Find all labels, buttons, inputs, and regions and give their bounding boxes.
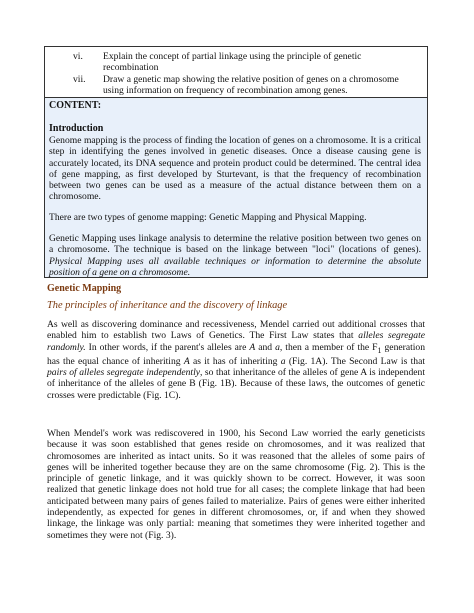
text-run: In other words, if the parent's alleles are — [85, 341, 250, 353]
objective-number: vi. — [73, 51, 83, 62]
content-heading: CONTENT: — [49, 100, 102, 111]
genetic-mapping-heading: Genetic Mapping — [47, 283, 122, 294]
text-run: and — [255, 341, 276, 353]
introduction-heading: Introduction — [49, 123, 104, 134]
introduction-paragraph: Genome mapping is the process of finding the location of genes on a chromosome. It is a critical step in identifying the genes involved in genetic diseases. Once a disease causing gene is accurately located, its DNA sequence and protein product could be determined. The central idea of gene mapping, as first developed by Sturtevant, is that the frequency of recombination between two genes can be used as a measure of the actual distance between them on a chromosome. — [49, 135, 421, 203]
text-run: generation has the equal chance of inheriting — [47, 341, 425, 367]
content-section — [44, 98, 428, 278]
mendel-laws-paragraph — [47, 319, 425, 401]
linkage-paragraph — [49, 233, 421, 278]
text-run: , then a member of the F — [279, 341, 378, 353]
physical-mapping-definition: Physical Mapping uses all available techniques or information to determine the absolute position of a gene on a chromosome. — [49, 255, 421, 278]
genetic-mapping-definition: Genetic Mapping uses linkage analysis to determine the relative position between two genes on a chromosome. The technique is based on the linkage between "loci" (locations of genes). — [49, 233, 421, 256]
subscript: 1 — [377, 345, 382, 355]
text-run-italic: A — [183, 355, 190, 367]
text-run: , so that inheritance of the alleles of gene A is independent of inheritance of the alleles of gene B (Fig. 1B). Because of these laws, the outcomes of genetic crosses were predictable (Fig. 1C). — [47, 367, 425, 401]
objective-text: Draw a genetic map showing the relative position of genes on a chromosome using information on frequency of recombination among genes. — [103, 74, 399, 96]
mapping-types-paragraph: There are two types of genome mapping: Genetic Mapping and Physical Mapping. — [49, 212, 367, 223]
rediscovery-paragraph: When Mendel's work was rediscovered in 1900, his Second Law worried the early geneticists because it was soon established that genes reside on chromosomes, and it was realized that chromosomes are inherited as intact units. So it was reasoned that the alleles of some pairs of genes will be inherited together because they are on the same chromosome (Fig. 2). This is the principle of genetic linkage, and it was quickly shown to be correct. However, it was soon realized that genetic linkage does not hold true for all cases; the complete linkage that had been anticipated between many pairs of genes failed to materialize. Pairs of genes were either inherited independently, as expected for genes in different chromosomes, or, if and when they showed linkage, the linkage was only partial: meaning that sometimes they were inherited together and sometimes they were not (Fig. 3). — [47, 428, 425, 541]
text-run-italic: pairs of alleles segregate independently — [47, 367, 201, 379]
text-run: (Fig. 1A). The Second Law is that — [285, 355, 425, 367]
principles-heading: The principles of inheritance and the discovery of linkage — [47, 300, 288, 311]
objective-number: vii. — [73, 74, 86, 85]
text-run-italic: A — [249, 341, 256, 353]
text-run: as it has of inheriting — [189, 355, 281, 367]
text-run-italic: alleles segregate randomly. — [47, 330, 425, 353]
text-run: As well as discovering dominance and recessiveness, Mendel carried out additional crosses that enabled him to establish two Laws of Genetics. The First Law states that — [47, 319, 425, 342]
text-run-italic: a — [275, 341, 280, 353]
text-run-italic: a — [280, 355, 286, 367]
objectives-box — [44, 46, 428, 98]
objective-text: Explain the concept of partial linkage using the principle of genetic recombination — [103, 51, 362, 73]
